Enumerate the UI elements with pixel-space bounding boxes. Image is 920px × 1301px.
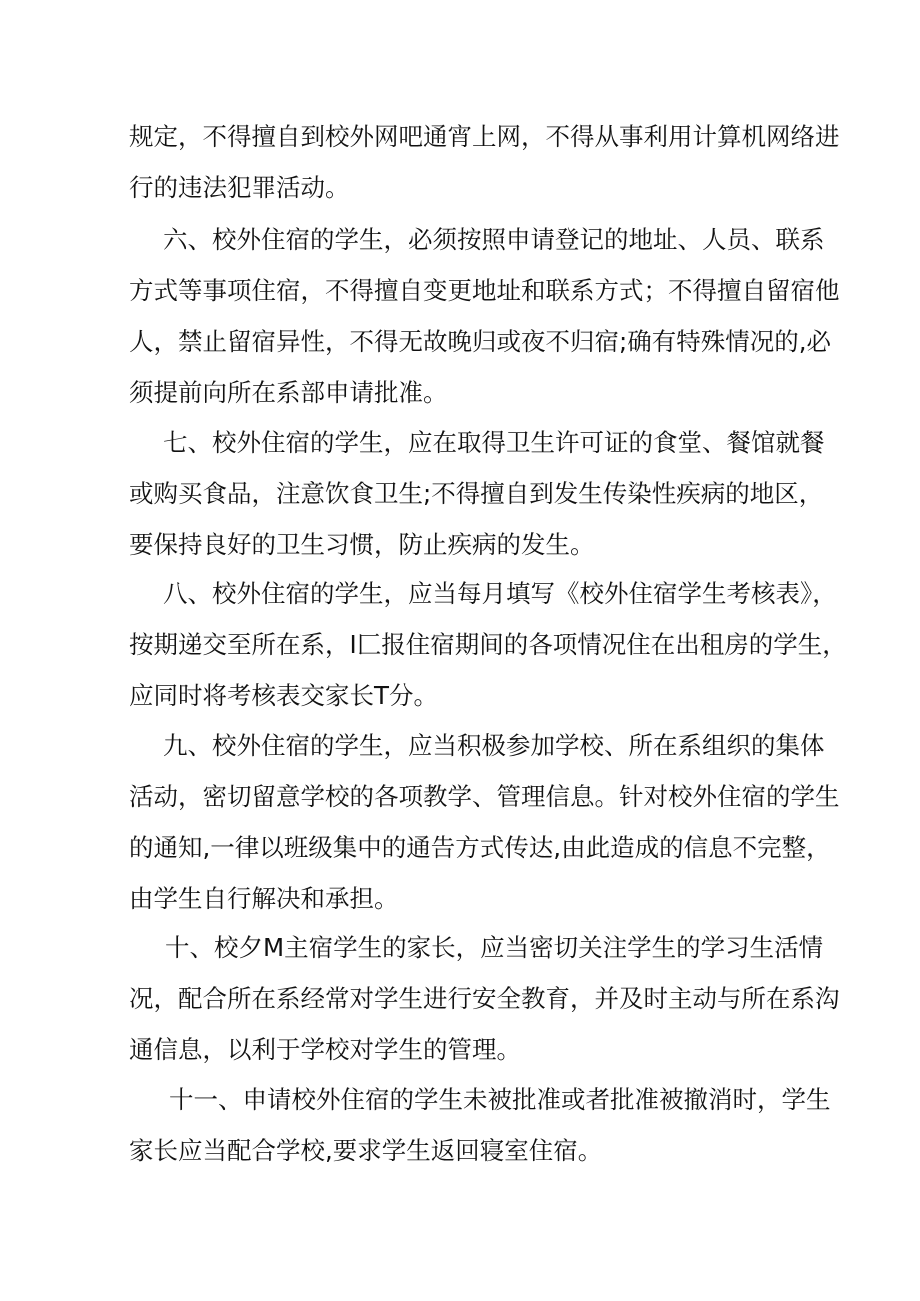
paragraph-item-11 <box>129 1085 831 1165</box>
text-line: 家长应当配合学校,要求学生返回寝室住宿。 <box>129 1136 603 1165</box>
text-line: 须提前向所在系部申请批准。 <box>129 378 448 407</box>
text-line: 应同时将考核表交家长T分。 <box>129 681 438 710</box>
text-line: 规定，不得擅自到校外网吧通宵上网，不得从事利用计算机网络进 <box>129 122 840 151</box>
text-line: 况，配合所在系经常对学生进行安全教育，并及时主动与所在系沟 <box>129 984 840 1013</box>
text-line: 行的违法犯罪活动。 <box>129 173 350 202</box>
text-line: 或购买食品，注意饮食卫生;不得擅自到发生传染性疾病的地区， <box>129 479 824 508</box>
paragraph-item-7 <box>129 428 825 559</box>
paragraph-item-6 <box>129 225 840 407</box>
paragraph-continuation <box>129 122 840 202</box>
text-line: 要保持良好的卫生习惯，防止疾病的发生。 <box>129 530 595 559</box>
text-line: 由学生自行解决和承担。 <box>129 884 399 913</box>
paragraph-item-10 <box>129 933 840 1064</box>
text-line: 方式等事项住宿，不得擅自变更地址和联系方式；不得擅自留宿他 <box>129 276 840 305</box>
text-line: 六、校外住宿的学生，必须按照申请登记的地址、人员、联系 <box>163 225 825 254</box>
paragraph-item-8 <box>129 579 847 710</box>
text-line: 的通知,一律以班级集中的通告方式传达,由此造成的信息不完整， <box>129 833 831 862</box>
text-line: 七、校外住宿的学生，应在取得卫生许可证的食堂、餐馆就餐 <box>163 428 825 457</box>
text-line: 按期递交至所在系，I匚报住宿期间的各项情况住在出租房的学生， <box>129 630 847 659</box>
paragraph-item-9 <box>129 731 840 913</box>
text-line: 通信息，以利于学校对学生的管理。 <box>129 1035 521 1064</box>
text-line: 九、校外住宿的学生，应当积极参加学校、所在系组织的集体 <box>163 731 825 760</box>
text-line: 人，禁止留宿异性，不得无故晚归或夜不归宿;确有特殊情况的,必 <box>129 327 832 356</box>
text-line: 十一、申请校外住宿的学生未被批准或者批准被撤消时，学生 <box>169 1085 831 1114</box>
text-line: 八、校外住宿的学生，应当每月填写《校外住宿学生考核表》， <box>163 579 837 608</box>
text-line: 活动，密切留意学校的各项教学、管理信息。针对校外住宿的学生 <box>129 782 840 811</box>
text-line: 十、校夕M主宿学生的家长，应当密切关注学生的学习生活情 <box>165 933 824 962</box>
